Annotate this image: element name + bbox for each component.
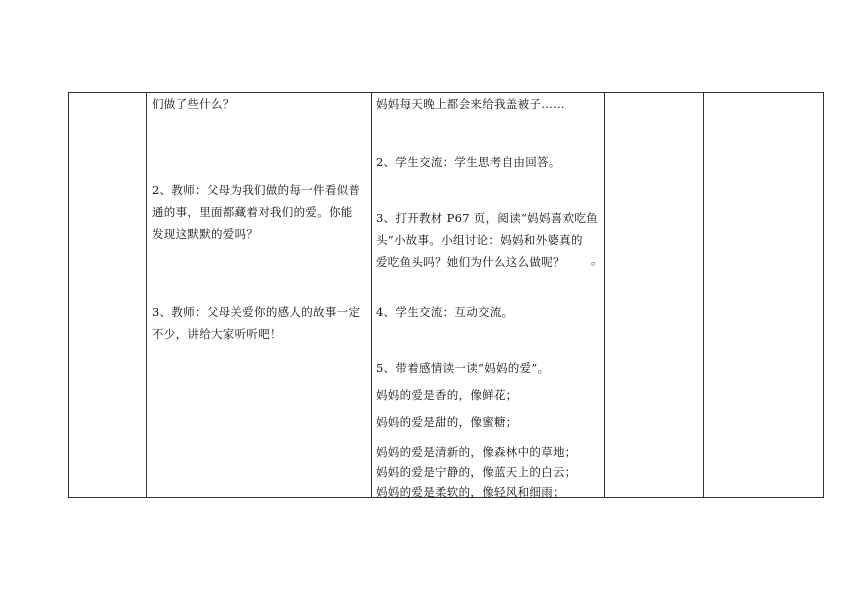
lesson-plan-table — [68, 92, 824, 498]
teacher-text-2-line2: 通的事，里面都藏着对我们的爱。你能 — [152, 205, 353, 219]
student-text-2: 2、学生交流：学生思考自由回答。 — [376, 155, 561, 169]
poem-line-5: 妈妈的爱是柔软的，像轻风和细雨； — [376, 485, 565, 499]
student-text-3-line3: 爱吃鱼头吗？她们为什么这么做呢？ — [376, 255, 565, 269]
poem-line-1: 妈妈的爱是香的，像鲜花； — [376, 388, 518, 402]
table-cell-teacher-activity — [147, 93, 371, 497]
teacher-text-2-line3: 发现这默默的爱吗？ — [152, 227, 259, 241]
poem-line-2: 妈妈的爱是甜的，像蜜糖； — [376, 415, 518, 429]
student-text-3-line2: 头”小故事。小组讨论：妈妈和外婆真的 — [376, 233, 583, 247]
teacher-text-3-line1: 3、教师：父母关爱你的感人的故事一定 — [152, 305, 361, 319]
student-text-blanket: 妈妈每天晚上都会来给我盖被子…… — [376, 97, 565, 111]
student-text-4: 4、学生交流：互动交流。 — [376, 305, 514, 319]
student-text-3-dot: 。 — [591, 253, 603, 267]
table-cell-col1 — [69, 93, 146, 497]
table-cell-col5 — [704, 93, 824, 497]
table-cell-col4 — [605, 93, 703, 497]
teacher-text-2-line1: 2、教师：父母为我们做的每一件看似普 — [152, 183, 361, 197]
table-cell-student-activity — [372, 93, 604, 497]
teacher-text-3-line2: 不少，讲给大家听听吧！ — [152, 327, 282, 341]
student-text-3-line1: 3、打开教材 P67 页，阅读“妈妈喜欢吃鱼 — [376, 211, 598, 225]
student-text-5: 5、带着感情读一读“妈妈的爱”。 — [376, 361, 550, 375]
poem-line-3: 妈妈的爱是清新的，像森林中的草地； — [376, 445, 577, 459]
teacher-text-intro: 们做了些什么？ — [152, 97, 235, 111]
poem-line-4: 妈妈的爱是宁静的，像蓝天上的白云； — [376, 465, 577, 479]
